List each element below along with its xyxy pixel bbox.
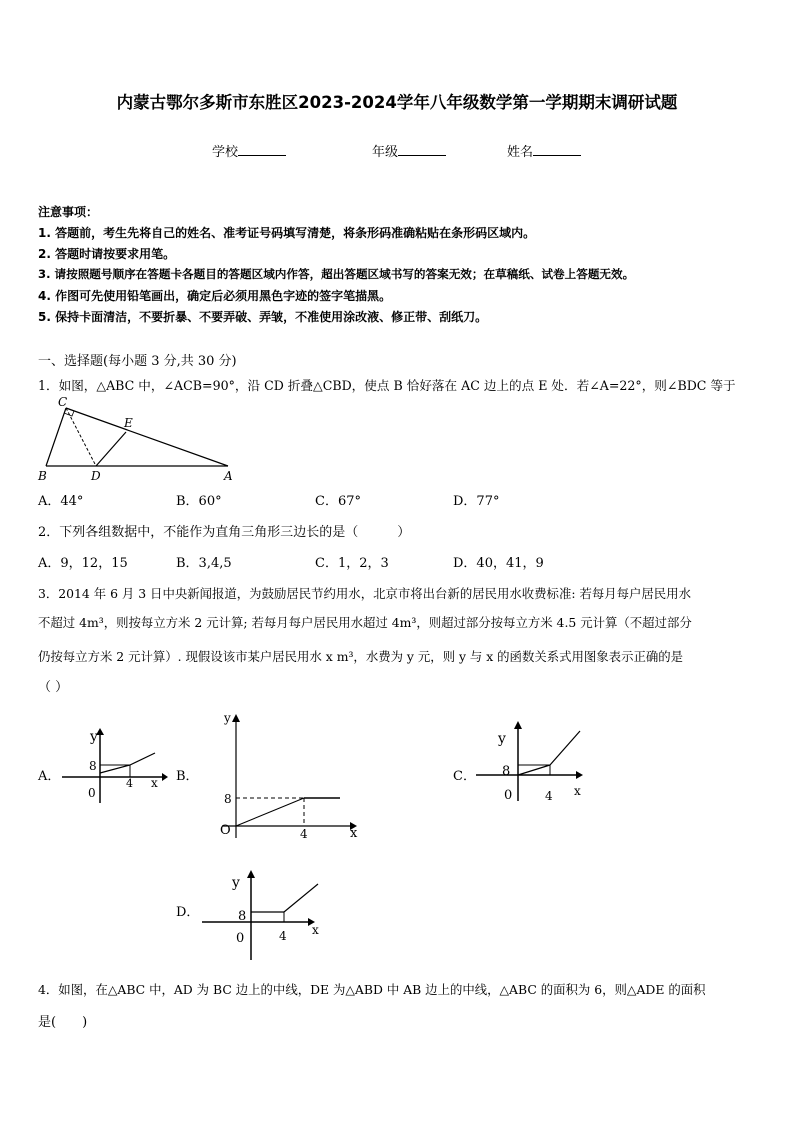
origin-label: 0 bbox=[504, 788, 513, 803]
question-2-text: 2．下列各组数据中，不能作为直角三角形三边长的是（ ） bbox=[38, 525, 411, 540]
q3-option-d[interactable]: D． bbox=[176, 905, 200, 920]
q1-option-a[interactable]: A．44° bbox=[38, 494, 84, 509]
q1-triangle-figure bbox=[36, 394, 236, 484]
question-4-line-2: 是( ) bbox=[38, 1015, 88, 1030]
q2-option-b[interactable]: B．3,4,5 bbox=[176, 556, 232, 571]
label-C: C bbox=[58, 395, 68, 409]
axis-x-label: x bbox=[574, 784, 581, 798]
tick-8-label: 8 bbox=[89, 759, 97, 773]
label-D: D bbox=[91, 469, 101, 483]
q3-option-a[interactable]: A． bbox=[38, 769, 61, 784]
axis-y-label: y bbox=[90, 729, 98, 745]
tick-4-label: 4 bbox=[545, 789, 553, 803]
question-3-line-3: 仍按每立方米 2 元计算）. 现假设该市某户居民用水 x m³，水费为 y 元，则 y 与 x 的函数关系式用图象表示正确的是 bbox=[38, 649, 684, 664]
name-blank[interactable] bbox=[533, 143, 581, 156]
note-item: 2. 答题时请按要求用笔。 bbox=[38, 247, 176, 261]
name-field[interactable] bbox=[507, 141, 581, 160]
tick-4-label: 4 bbox=[126, 777, 133, 790]
note-item: 3. 请按照题号顺序在答题卡各题目的答题区域内作答，超出答题区域书写的答案无效；在草稿纸、试卷上答题无效。 bbox=[38, 267, 635, 281]
tick-4-label: 4 bbox=[279, 929, 287, 943]
q3-graph-c bbox=[476, 705, 586, 805]
tick-8-label: 8 bbox=[238, 909, 247, 924]
note-item: 5. 保持卡面清洁，不要折暴、不要弄破、弄皱，不准使用涂改液、修正带、刮纸刀。 bbox=[38, 310, 488, 324]
origin-label: 0 bbox=[236, 931, 245, 946]
q2-option-c[interactable]: C．1，2，3 bbox=[315, 556, 389, 571]
grade-field[interactable] bbox=[372, 141, 446, 160]
origin-label: O bbox=[220, 823, 231, 838]
q1-option-c[interactable]: C．67° bbox=[315, 494, 361, 509]
axis-x-label: x bbox=[350, 826, 358, 840]
label-E: E bbox=[124, 416, 133, 430]
question-3-line-4: （ ） bbox=[38, 680, 69, 695]
label-B: B bbox=[38, 469, 47, 483]
q2-option-d[interactable]: D．40，41，9 bbox=[453, 556, 544, 571]
tick-4-label: 4 bbox=[300, 827, 308, 840]
question-1-text: 1．如图，△ABC 中，∠ACB=90°，沿 CD 折叠△CBD，使点 B 恰好落在 AC 边上的点 E 处．若∠A=22°，则∠BDC 等于 bbox=[38, 378, 736, 393]
axis-x-label: x bbox=[312, 923, 319, 937]
section-heading: 一、选择题(每小题 3 分,共 30 分) bbox=[38, 354, 237, 369]
axis-y-label: y bbox=[224, 711, 231, 725]
label-A: A bbox=[224, 469, 233, 483]
question-3-line-1: 3．2014 年 6 月 3 日中央新闻报道，为鼓励居民节约用水，北京市将出台新的居民用水收费标准: 若每月每户居民用水 bbox=[38, 586, 691, 601]
tick-8-label: 8 bbox=[224, 792, 232, 806]
axis-y-label: y bbox=[232, 875, 240, 891]
school-label: 学校 bbox=[212, 145, 239, 160]
axis-y-label: y bbox=[498, 731, 506, 747]
school-field[interactable] bbox=[212, 141, 286, 160]
grade-blank[interactable] bbox=[398, 143, 446, 156]
note-item: 4. 作图可先使用铅笔画出，确定后必须用黑色字迹的签字笔描黑。 bbox=[38, 289, 392, 303]
note-item: 1. 答题前，考生先将自己的姓名、准考证号码填写清楚，将条形码准确粘贴在条形码区域内。 bbox=[38, 226, 536, 240]
q3-graph-b bbox=[210, 710, 370, 840]
question-3-line-2: 不超过 4m³，则按每立方米 2 元计算; 若每月每户居民用水超过 4m³，则超过部分按每立方米 4.5 元计算（不超过部分 bbox=[38, 615, 692, 630]
q1-option-d[interactable]: D．77° bbox=[453, 494, 500, 509]
school-blank[interactable] bbox=[238, 143, 286, 156]
origin-label: 0 bbox=[88, 786, 96, 800]
name-label: 姓名 bbox=[507, 145, 534, 160]
grade-label: 年级 bbox=[372, 145, 399, 160]
q1-option-b[interactable]: B．60° bbox=[176, 494, 222, 509]
q3-option-c[interactable]: C． bbox=[453, 769, 476, 784]
axis-x-label: x bbox=[151, 776, 158, 790]
q3-option-b[interactable]: B． bbox=[176, 769, 199, 784]
q3-graph-a bbox=[60, 725, 170, 805]
notes-heading: 注意事项： bbox=[38, 205, 99, 219]
tick-8-label: 8 bbox=[502, 764, 511, 779]
exam-title: 内蒙古鄂尔多斯市东胜区2023-2024学年八年级数学第一学期期末调研试题 bbox=[116, 93, 678, 112]
question-4-line-1: 4．如图，在△ABC 中，AD 为 BC 边上的中线，DE 为△ABD 中 AB 边上的中线，△ABC 的面积为 6，则△ADE 的面积 bbox=[38, 982, 706, 997]
q3-graph-d bbox=[200, 862, 330, 962]
q2-option-a[interactable]: A．9，12，15 bbox=[38, 556, 128, 571]
